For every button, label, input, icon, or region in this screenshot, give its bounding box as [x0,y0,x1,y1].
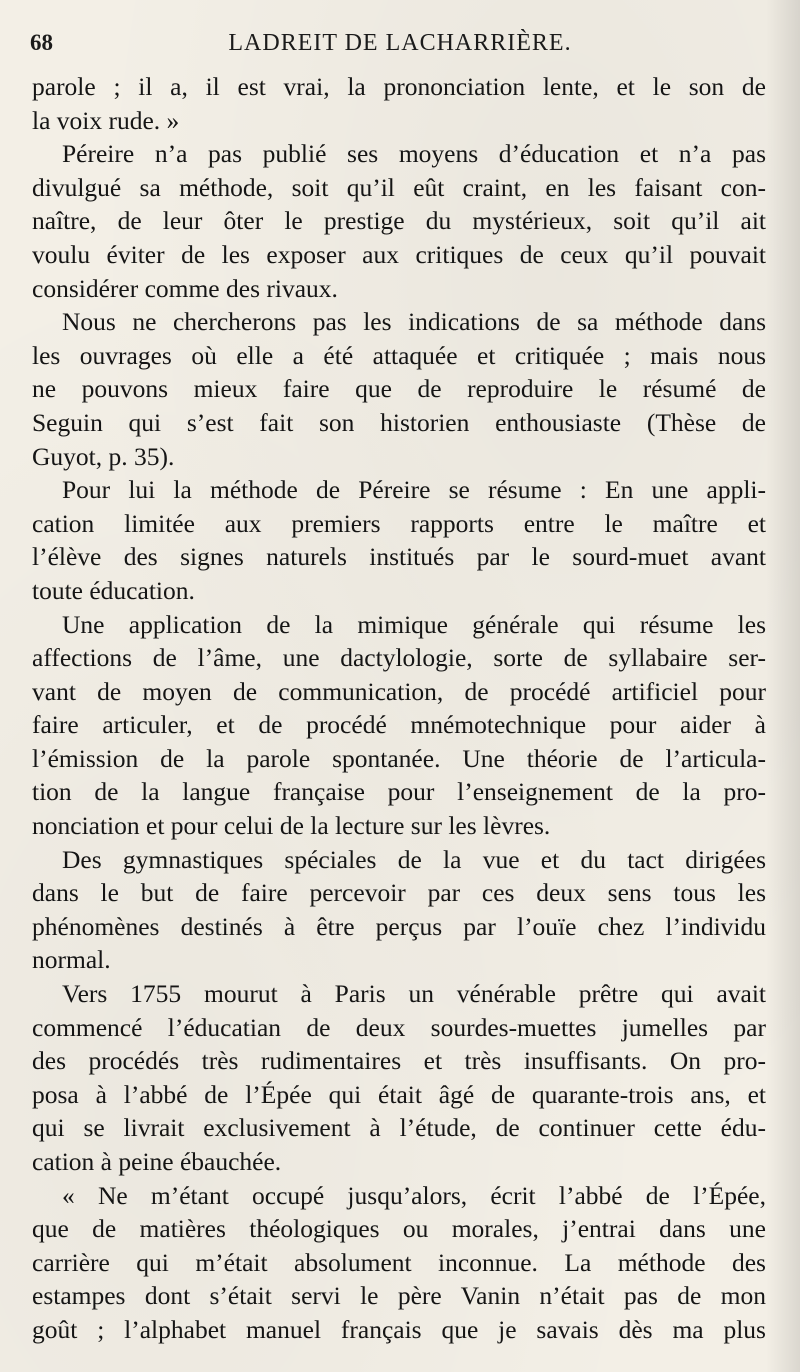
page-number: 68 [30,30,53,55]
text-line: cation limitée aux premiers rapports entre le maître et [32,508,766,538]
text-line: les ouvrages où elle a été attaquée et critiquée ; mais nous [32,340,766,370]
text-line: des procédés très rudimentaires et très insuffisants. On pro- [32,1046,766,1076]
body-text [32,70,766,1347]
text-line: Guyot, p. 35). [32,441,175,471]
text-line: Seguin qui s’est fait son historien enthousiaste (Thèse de [32,407,766,437]
text-line: divulgué sa méthode, soit qu’il eût craint, en les faisant con- [32,172,766,202]
text-line: commencé l’éducatian de deux sourdes-muettes jumelles par [32,1012,766,1042]
text-line: considérer comme des rivaux. [32,273,338,303]
text-line: phénomènes destinés à être perçus par l’ouïe chez l’individu [32,911,766,941]
text-line: Des gymnastiques spéciales de la vue et du tact dirigées [62,844,766,874]
text-line: tion de la langue française pour l’enseignement de la pro- [32,777,766,807]
text-line: carrière qui m’était absolument inconnue. La méthode des [32,1247,766,1277]
text-line: l’élève des signes naturels institués par le sourd-muet avant [32,542,766,572]
text-line: ne pouvons mieux faire que de reproduire le résumé de [32,374,766,404]
text-line: voulu éviter de les exposer aux critiques de ceux qu’il pouvait [32,239,766,269]
text-line: affections de l’âme, une dactylologie, sorte de syllabaire ser- [32,643,766,673]
text-line: Péreire n’a pas publié ses moyens d’éducation et n’a pas [62,139,766,169]
text-line: nonciation et pour celui de la lecture sur les lèvres. [32,811,551,841]
text-line: naître, de leur ôter le prestige du mystérieux, soit qu’il ait [32,206,766,236]
text-line: estampes dont s’était servi le père Vanin n’était pas de mon [32,1281,766,1311]
running-head: LADREIT DE LACHARRIÈRE. [228,30,572,56]
text-line: posa à l’abbé de l’Épée qui était âgé de quarante-trois ans, et [32,1079,766,1109]
text-line: la voix rude. » [32,105,180,135]
text-line: « Ne m’étant occupé jusqu’alors, écrit l’abbé de l’Épée, [62,1180,766,1210]
page-edge-shadow [766,0,800,1372]
text-line: Nous ne chercherons pas les indications de sa méthode dans [62,307,766,337]
text-line: cation à peine ébauchée. [32,1147,282,1176]
text-line: vant de moyen de communication, de procédé artificiel pour [32,676,766,706]
text-line: que de matières théologiques ou morales, j’entrai dans une [32,1214,766,1244]
text-line: faire articuler, et de procédé mnémotechnique pour aider à [32,710,766,740]
text-line: dans le but de faire percevoir par ces deux sens tous les [32,878,766,908]
text-line: goût ; l’alphabet manuel français que je savais dès ma plus [32,1314,766,1344]
text-line: Vers 1755 mourut à Paris un vénérable prêtre qui avait [62,979,766,1009]
text-line: Pour lui la méthode de Péreire se résume : En une appli- [62,475,766,505]
text-line: normal. [32,945,111,975]
text-line: qui se livrait exclusivement à l’étude, de continuer cette édu- [32,1113,766,1143]
text-line: Une application de la mimique générale qui résume les [62,609,766,639]
page-header [30,30,770,70]
text-line: l’émission de la parole spontanée. Une théorie de l’articula- [32,743,766,773]
text-line: parole ; il a, il est vrai, la prononciation lente, et le son de [32,72,766,101]
text-line: toute éducation. [32,575,195,605]
